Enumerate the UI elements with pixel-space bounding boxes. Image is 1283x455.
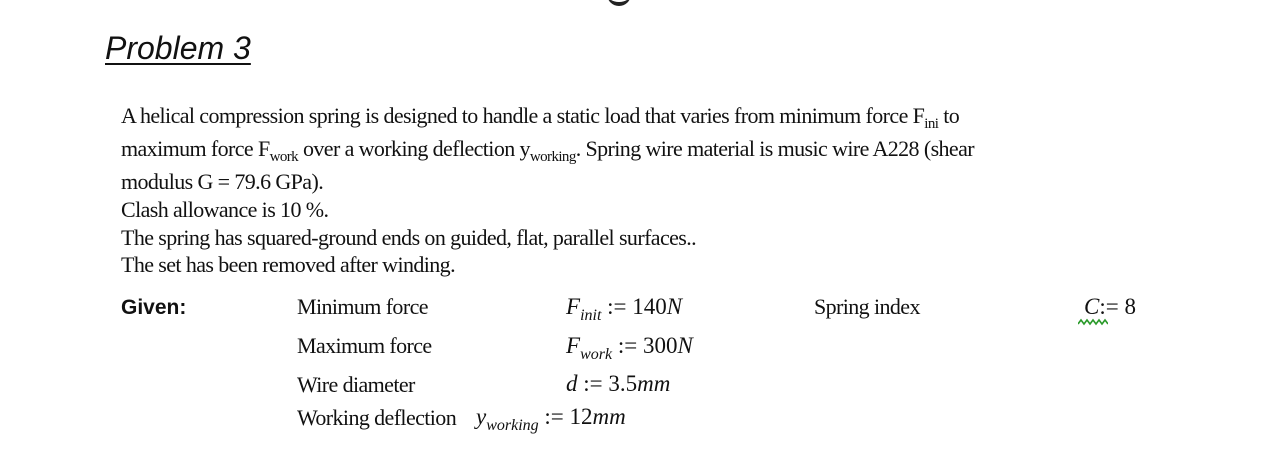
wire-diameter-label: Wire diameter: [297, 372, 415, 397]
description-line-2: maximum force $F_{work}$ over a working deflection $y_{working}$. Spring wire material is music wire A228 (shear: [121, 136, 974, 165]
given-label: Given:: [121, 296, 187, 319]
working-deflection-equation: $y_{working}$ := 12mm: [476, 404, 626, 434]
wire-diameter-equation: d := 3.5mm: [566, 371, 671, 396]
description-line-6: The set has been removed after winding.: [121, 252, 455, 277]
min-force-equation: $F_{init}$ := 140N: [566, 294, 683, 324]
working-deflection-label: Working deflection: [297, 405, 457, 430]
max-force-equation: $F_{work}$ := 300N: [566, 333, 693, 363]
spell-check-squiggle-icon: [1078, 318, 1108, 326]
spring-index-equation: C:= 8: [1084, 294, 1136, 319]
description-line-5: The spring has squared-ground ends on guided, flat, parallel surfaces..: [121, 225, 697, 250]
min-force-label: Minimum force: [297, 294, 428, 319]
spring-index-label: Spring index: [814, 294, 920, 319]
max-force-label: Maximum force: [297, 333, 432, 358]
cropped-glyph-fragment: [607, 0, 631, 6]
page-title: Problem 3: [105, 30, 251, 66]
description-line-1: A helical compression spring is designed to handle a static load that varies from minimum force $F_{ini}$ to: [121, 103, 960, 132]
description-line-4: Clash allowance is 10 %.: [121, 197, 329, 222]
description-line-3: modulus G = 79.6 GPa).: [121, 169, 324, 194]
